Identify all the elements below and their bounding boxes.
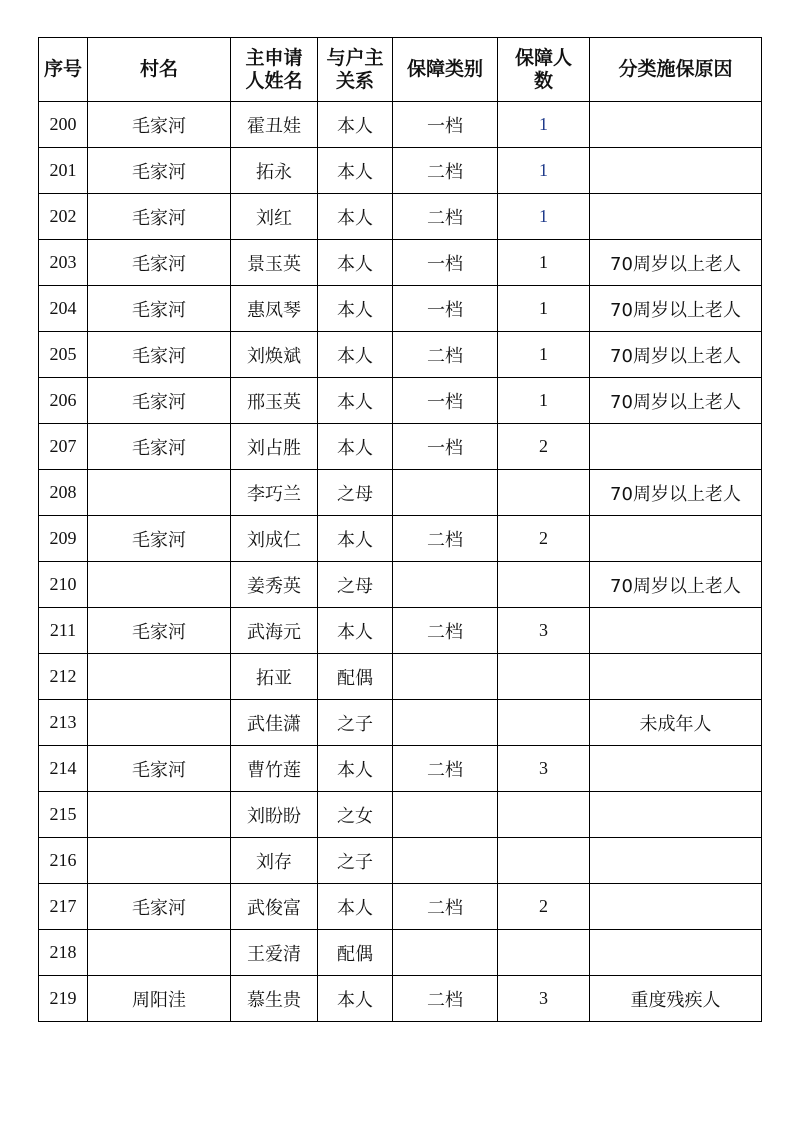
table-row xyxy=(39,194,762,240)
cell-count: 1 xyxy=(498,148,590,194)
cell-reason xyxy=(590,792,762,838)
cell-reason xyxy=(590,516,762,562)
table-row xyxy=(39,516,762,562)
cell-category xyxy=(393,838,498,884)
cell-relation: 本人 xyxy=(318,148,393,194)
cell-category xyxy=(393,562,498,608)
cell-relation: 本人 xyxy=(318,240,393,286)
table-row xyxy=(39,286,762,332)
cell-relation: 本人 xyxy=(318,378,393,424)
cell-category xyxy=(393,792,498,838)
cell-reason xyxy=(590,930,762,976)
cell-village: 毛家河 xyxy=(88,194,231,240)
table-row xyxy=(39,102,762,148)
cell-relation: 本人 xyxy=(318,286,393,332)
cell-village: 毛家河 xyxy=(88,102,231,148)
cell-applicant-name: 景玉英 xyxy=(231,240,318,286)
cell-category: 二档 xyxy=(393,884,498,930)
cell-village xyxy=(88,470,231,516)
table-row xyxy=(39,332,762,378)
header-applicant: 主申请人姓名 xyxy=(231,38,318,102)
cell-category: 二档 xyxy=(393,746,498,792)
cell-category: 二档 xyxy=(393,516,498,562)
cell-relation: 配偶 xyxy=(318,654,393,700)
cell-village xyxy=(88,930,231,976)
cell-village xyxy=(88,792,231,838)
roster-body xyxy=(39,102,762,1022)
cell-applicant-name: 刘焕斌 xyxy=(231,332,318,378)
cell-count: 2 xyxy=(498,516,590,562)
cell-seq: 205 xyxy=(39,332,88,378)
cell-relation: 之女 xyxy=(318,792,393,838)
cell-reason xyxy=(590,884,762,930)
cell-reason xyxy=(590,746,762,792)
cell-category xyxy=(393,654,498,700)
cell-category: 一档 xyxy=(393,240,498,286)
cell-relation: 本人 xyxy=(318,424,393,470)
cell-reason xyxy=(590,148,762,194)
cell-village xyxy=(88,562,231,608)
table-row xyxy=(39,424,762,470)
cell-relation: 本人 xyxy=(318,884,393,930)
cell-seq: 201 xyxy=(39,148,88,194)
cell-reason: 70周岁以上老人 xyxy=(590,470,762,516)
cell-count: 3 xyxy=(498,746,590,792)
cell-count xyxy=(498,792,590,838)
table-row xyxy=(39,562,762,608)
cell-relation: 之母 xyxy=(318,562,393,608)
cell-village: 毛家河 xyxy=(88,424,231,470)
cell-seq: 209 xyxy=(39,516,88,562)
cell-reason: 未成年人 xyxy=(590,700,762,746)
cell-count: 1 xyxy=(498,378,590,424)
cell-category: 二档 xyxy=(393,148,498,194)
cell-applicant-name: 武海元 xyxy=(231,608,318,654)
header-village: 村名 xyxy=(88,38,231,102)
header-category: 保障类别 xyxy=(393,38,498,102)
cell-seq: 212 xyxy=(39,654,88,700)
cell-relation: 本人 xyxy=(318,608,393,654)
header-seq: 序号 xyxy=(39,38,88,102)
header-reason: 分类施保原因 xyxy=(590,38,762,102)
cell-village xyxy=(88,700,231,746)
cell-applicant-name: 王爱清 xyxy=(231,930,318,976)
cell-seq: 200 xyxy=(39,102,88,148)
table-row xyxy=(39,240,762,286)
cell-reason xyxy=(590,608,762,654)
table-row xyxy=(39,884,762,930)
cell-applicant-name: 李巧兰 xyxy=(231,470,318,516)
cell-count: 1 xyxy=(498,194,590,240)
cell-count: 2 xyxy=(498,884,590,930)
cell-reason: 70周岁以上老人 xyxy=(590,286,762,332)
cell-count: 1 xyxy=(498,286,590,332)
cell-reason xyxy=(590,194,762,240)
cell-relation: 本人 xyxy=(318,332,393,378)
cell-seq: 216 xyxy=(39,838,88,884)
cell-category: 二档 xyxy=(393,608,498,654)
cell-village: 毛家河 xyxy=(88,240,231,286)
cell-village xyxy=(88,838,231,884)
cell-applicant-name: 拓亚 xyxy=(231,654,318,700)
cell-applicant-name: 霍丑娃 xyxy=(231,102,318,148)
cell-applicant-name: 惠凤琴 xyxy=(231,286,318,332)
header-relation: 与户主关系 xyxy=(318,38,393,102)
cell-seq: 204 xyxy=(39,286,88,332)
cell-applicant-name: 拓永 xyxy=(231,148,318,194)
cell-reason: 70周岁以上老人 xyxy=(590,332,762,378)
cell-applicant-name: 武俊富 xyxy=(231,884,318,930)
table-row xyxy=(39,470,762,516)
cell-seq: 206 xyxy=(39,378,88,424)
cell-applicant-name: 曹竹莲 xyxy=(231,746,318,792)
table-row xyxy=(39,746,762,792)
table-row xyxy=(39,838,762,884)
cell-reason: 70周岁以上老人 xyxy=(590,378,762,424)
cell-seq: 213 xyxy=(39,700,88,746)
cell-relation: 本人 xyxy=(318,976,393,1022)
cell-applicant-name: 慕生贵 xyxy=(231,976,318,1022)
cell-category: 一档 xyxy=(393,102,498,148)
cell-seq: 217 xyxy=(39,884,88,930)
cell-relation: 本人 xyxy=(318,746,393,792)
cell-reason: 重度残疾人 xyxy=(590,976,762,1022)
cell-count xyxy=(498,562,590,608)
cell-count xyxy=(498,654,590,700)
cell-category: 一档 xyxy=(393,424,498,470)
cell-relation: 之子 xyxy=(318,700,393,746)
cell-count: 3 xyxy=(498,608,590,654)
cell-seq: 203 xyxy=(39,240,88,286)
cell-village: 毛家河 xyxy=(88,286,231,332)
cell-count: 1 xyxy=(498,332,590,378)
cell-relation: 本人 xyxy=(318,194,393,240)
cell-relation: 配偶 xyxy=(318,930,393,976)
cell-count: 2 xyxy=(498,424,590,470)
cell-seq: 208 xyxy=(39,470,88,516)
cell-reason: 70周岁以上老人 xyxy=(590,562,762,608)
cell-village: 毛家河 xyxy=(88,378,231,424)
cell-village: 毛家河 xyxy=(88,516,231,562)
cell-count xyxy=(498,700,590,746)
cell-village: 毛家河 xyxy=(88,332,231,378)
cell-seq: 219 xyxy=(39,976,88,1022)
cell-count: 1 xyxy=(498,102,590,148)
cell-village: 毛家河 xyxy=(88,148,231,194)
cell-category: 二档 xyxy=(393,194,498,240)
cell-category xyxy=(393,470,498,516)
cell-seq: 202 xyxy=(39,194,88,240)
cell-relation: 之子 xyxy=(318,838,393,884)
cell-applicant-name: 武佳潇 xyxy=(231,700,318,746)
table-row xyxy=(39,792,762,838)
cell-applicant-name: 邢玉英 xyxy=(231,378,318,424)
cell-count: 3 xyxy=(498,976,590,1022)
cell-applicant-name: 刘红 xyxy=(231,194,318,240)
cell-seq: 215 xyxy=(39,792,88,838)
cell-applicant-name: 刘盼盼 xyxy=(231,792,318,838)
table-row xyxy=(39,976,762,1022)
cell-reason xyxy=(590,424,762,470)
cell-village: 毛家河 xyxy=(88,746,231,792)
cell-reason xyxy=(590,838,762,884)
cell-count xyxy=(498,930,590,976)
cell-category: 二档 xyxy=(393,976,498,1022)
cell-applicant-name: 刘存 xyxy=(231,838,318,884)
cell-applicant-name: 刘占胜 xyxy=(231,424,318,470)
cell-village xyxy=(88,654,231,700)
header-count: 保障人数 xyxy=(498,38,590,102)
cell-reason: 70周岁以上老人 xyxy=(590,240,762,286)
cell-relation: 本人 xyxy=(318,102,393,148)
cell-relation: 本人 xyxy=(318,516,393,562)
table-row xyxy=(39,148,762,194)
cell-seq: 207 xyxy=(39,424,88,470)
cell-village: 周阳洼 xyxy=(88,976,231,1022)
cell-count xyxy=(498,470,590,516)
cell-applicant-name: 姜秀英 xyxy=(231,562,318,608)
cell-seq: 210 xyxy=(39,562,88,608)
table-row xyxy=(39,930,762,976)
cell-category xyxy=(393,930,498,976)
assistance-roster-table xyxy=(38,37,762,1022)
cell-seq: 218 xyxy=(39,930,88,976)
cell-category xyxy=(393,700,498,746)
table-row xyxy=(39,378,762,424)
cell-reason xyxy=(590,102,762,148)
header-row xyxy=(39,38,762,102)
cell-village: 毛家河 xyxy=(88,884,231,930)
cell-village: 毛家河 xyxy=(88,608,231,654)
cell-category: 一档 xyxy=(393,286,498,332)
cell-reason xyxy=(590,654,762,700)
cell-relation: 之母 xyxy=(318,470,393,516)
cell-count: 1 xyxy=(498,240,590,286)
cell-category: 二档 xyxy=(393,332,498,378)
table-row xyxy=(39,700,762,746)
cell-count xyxy=(498,838,590,884)
cell-seq: 211 xyxy=(39,608,88,654)
cell-applicant-name: 刘成仁 xyxy=(231,516,318,562)
table-row xyxy=(39,654,762,700)
cell-category: 一档 xyxy=(393,378,498,424)
table-row xyxy=(39,608,762,654)
cell-seq: 214 xyxy=(39,746,88,792)
